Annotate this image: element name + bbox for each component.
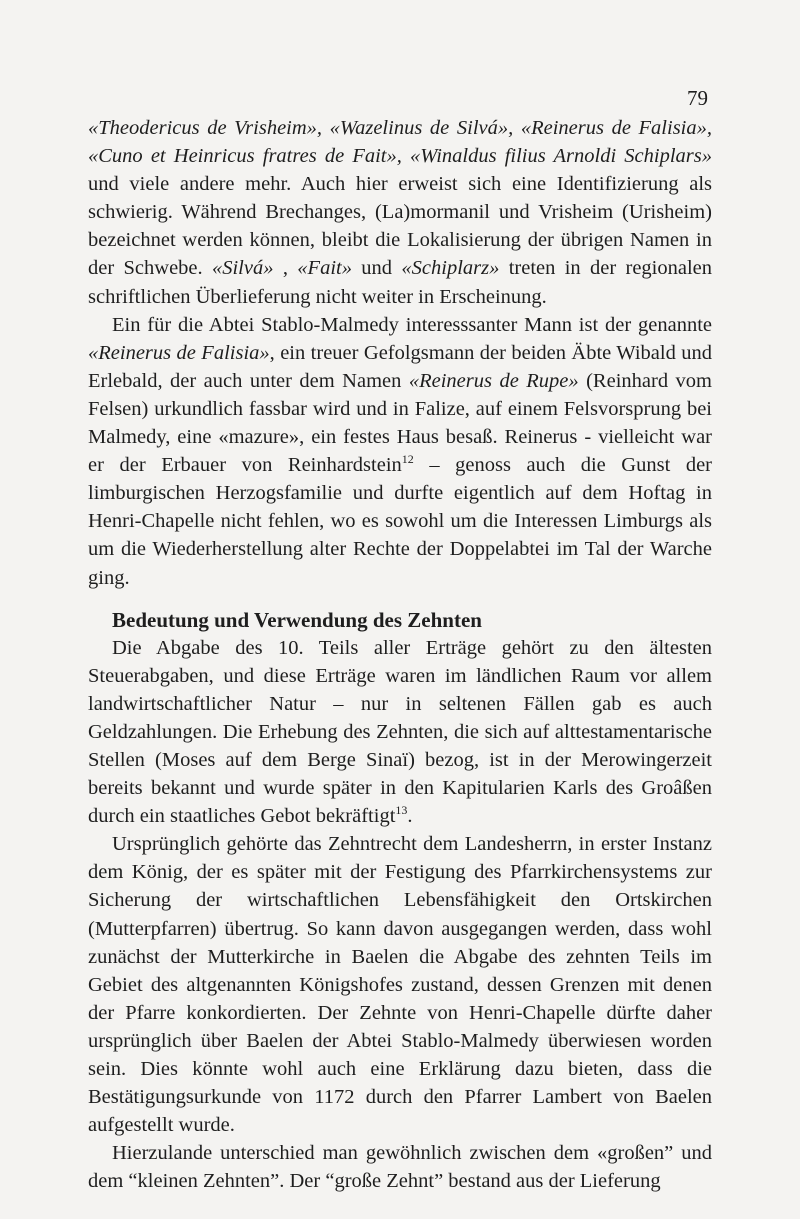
italic-text: «Theodericus de Vrisheim», «Wazelinus de Silvá», «Reinerus de Falisia», «Cuno et Heinricus fratres de Fait», «Winaldus filius Arnoldi Schiplars»: [88, 117, 712, 168]
section-heading: Bedeutung und Verwendung des Zehnten: [112, 607, 482, 632]
paragraph-3: [88, 634, 712, 831]
text-run: , ein treuer Gefolgsmann der beiden Äbte Wibald und Erlebald, der auch unter dem Namen: [88, 341, 712, 392]
footnote-ref: 12: [401, 452, 414, 467]
italic-text: «Schiplarz»: [401, 257, 500, 280]
text-run: .: [407, 805, 413, 828]
text-run: ,: [273, 257, 298, 280]
body-text: [88, 114, 712, 1195]
italic-text: «Silvá»: [211, 257, 274, 280]
page-number: 79: [687, 86, 708, 110]
italic-text: «Reinerus de Rupe»: [408, 369, 579, 392]
text-run: und viele andere mehr. Auch hier erweist sich eine Identifizierung als schwierig. Während Brechanges, (La)mormanil und Vrisheim (Urisheim) bezeichnet werden können, bleibt die Lokalisierung der übrigen Namen in der Schwebe.: [88, 173, 712, 280]
text-run: (Reinhard vom Felsen) urkundlich fassbar wird und in Falize, auf einem Felsvorsprung bei Malmedy, eine «mazure», ein festes Haus besaß. Reinerus - vielleicht war er der Erbauer von Reinhardstein: [88, 369, 712, 477]
paragraph-5: [88, 1139, 712, 1195]
text-run: – genoss auch die Gunst der limburgischen Herzogsfamilie und durfte eigentlich auf dem Hoftag in Henri-Chapelle nicht fehlen, wo es sowohl um die Interessen Limburgs als um die Wiederherstellung alter Rechte der Doppelabtei im Tal der Warche ging.: [88, 454, 713, 589]
text-run: Die Abgabe des 10. Teils aller Erträge gehört zu den ältesten Steuerabgaben, und diese Erträge waren im ländlichen Raum vor allem landwirtschaftlicher Natur – nur in seltenen Fällen gab es auch Geldzahlungen. Die Erhebung des Zehnten, die sich auf alttestamentarische Stellen (Moses auf dem Berge Sinaï) bezog, ist in der Merowingerzeit bereits bekannt und wurde später in den Kapitularien Karls des Groâßen durch ein staatliches Gebot bekräftigt: [88, 636, 712, 828]
italic-text: «Reinerus de Falisia»: [88, 341, 270, 364]
text-run: und: [351, 257, 402, 280]
paragraph-2: [88, 311, 712, 592]
text-run: Ein für die Abtei Stablo-Malmedy interesssanter Mann ist der genannte: [112, 313, 712, 336]
paragraph-1: [88, 114, 712, 311]
text-run: Ursprünglich gehörte das Zehntrecht dem Landesherrn, in erster Instanz dem König, der es später mit der Festigung des Pfarrkirchensystems zur Sicherung der wirtschaftlichen Lebensfähigkeit den Ortskirchen (Mutterpfarren) übertrug. So kann davon ausgegangen werden, dass wohl zunächst der Mutterkirche in Baelen die Abgabe des zehnten Teils im Gebiet des altgenannten Königshofes zustand, dessen Grenzen mit denen der Pfarre konkordierten. Der Zehnte von Henri-Chapelle dürfte daher ursprünglich über Baelen der Abtei Stablo-Malmedy überwiesen worden sein. Dies könnte wohl auch eine Erklärung dazu bieten, dass die Bestätigungsurkunde von 1172 durch den Pfarrer Lambert von Baelen aufgestellt wurde.: [88, 833, 712, 1137]
text-run: treten in der regionalen schriftlichen Überlieferung nicht weiter in Erscheinung.: [88, 257, 713, 308]
italic-text: «Fait»: [297, 257, 352, 280]
paragraph-4: [88, 830, 712, 1139]
text-run: Hierzulande unterschied man gewöhnlich zwischen dem «großen” und dem “kleinen Zehnten”. Der “große Zehnt” bestand aus der Lieferung: [88, 1142, 712, 1193]
footnote-ref: 13: [395, 803, 408, 818]
